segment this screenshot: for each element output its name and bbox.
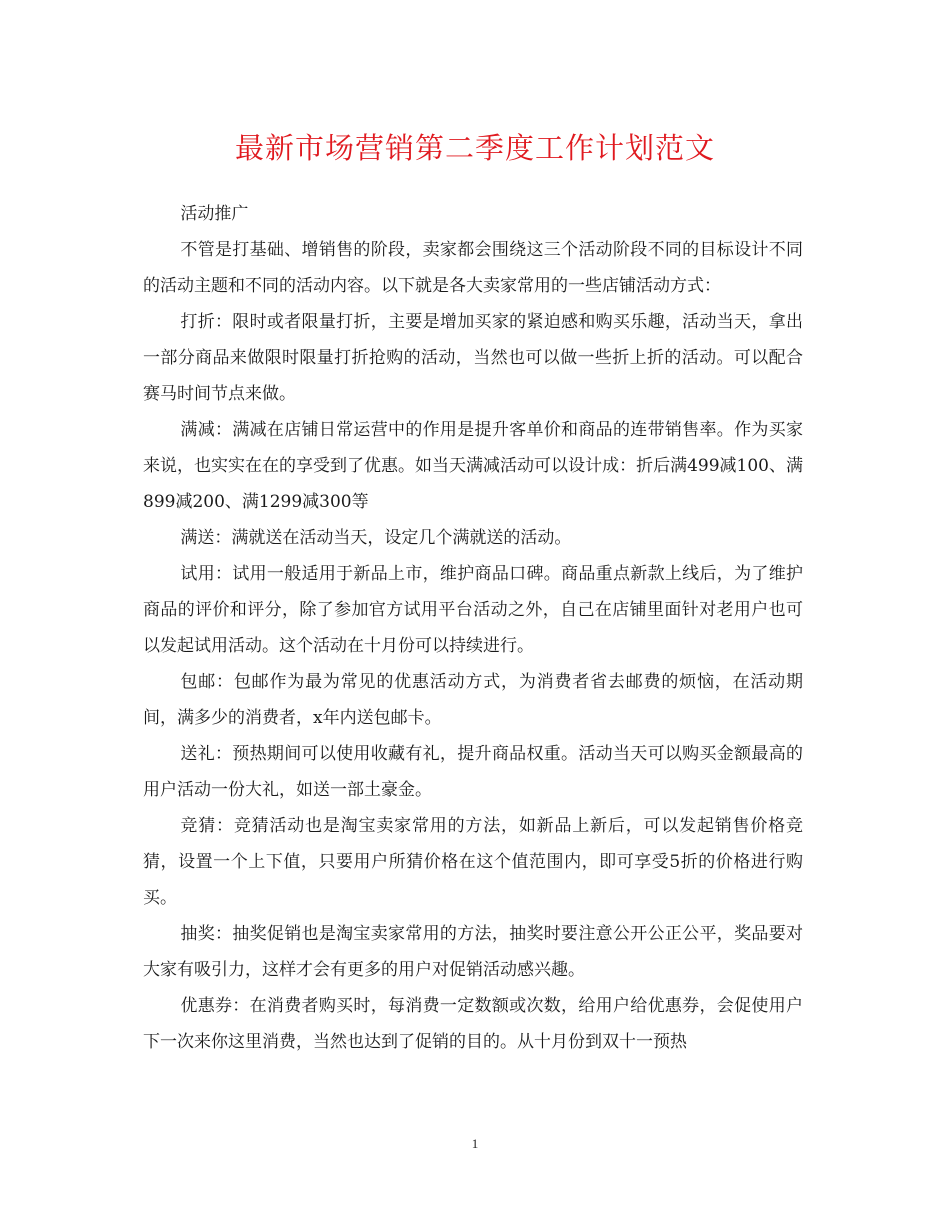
document-title: 最新市场营销第二季度工作计划范文 <box>234 131 715 165</box>
paragraph-section-heading: 活动推广 <box>180 204 249 224</box>
paragraph-full-gift: 满送：满就送在活动当天，设定几个满就送的活动。 <box>180 528 572 548</box>
paragraph-trial: 试用：试用一般适用于新品上市，维护商品口碑。商品重点新款上线后，为了维护商品的评价和评分，除了参加官方试用平台活动之外，自己在店铺里面针对老用户也可以发起试用活动。这个活动在十月份可以持续进行。 <box>143 564 803 656</box>
paragraph-free-shipping: 包邮：包邮作为最为常见的优惠活动方式，为消费者省去邮费的烦恼，在活动期间，满多少的消费者，x年内送包邮卡。 <box>143 672 803 728</box>
document-body <box>143 196 803 1060</box>
paragraph-intro: 不管是打基础、增销售的阶段，卖家都会围绕这三个活动阶段不同的目标设计不同的活动主题和不同的活动内容。以下就是各大卖家常用的一些店铺活动方式： <box>143 240 803 296</box>
page-number: 1 <box>471 1136 479 1151</box>
paragraph-gift: 送礼：预热期间可以使用收藏有礼，提升商品权重。活动当天可以购买金额最高的用户活动一份大礼，如送一部土豪金。 <box>143 744 803 800</box>
paragraph-lottery: 抽奖：抽奖促销也是淘宝卖家常用的方法，抽奖时要注意公开公正公平，奖品要对大家有吸引力，这样才会有更多的用户对促销活动感兴趣。 <box>143 924 803 980</box>
paragraph-discount: 打折：限时或者限量打折，主要是增加买家的紧迫感和购买乐趣，活动当天，拿出一部分商品来做限时限量打折抢购的活动，当然也可以做一些折上折的活动。可以配合赛马时间节点来做。 <box>143 312 803 404</box>
paragraph-coupon: 优惠券：在消费者购买时，每消费一定数额或次数，给用户给优惠券，会促使用户下一次来你这里消费，当然也达到了促销的目的。从十月份到双十一预热 <box>143 996 803 1052</box>
paragraph-full-reduction: 满减：满减在店铺日常运营中的作用是提升客单价和商品的连带销售率。作为买家来说，也实实在在的享受到了优惠。如当天满减活动可以设计成：折后满499减100、满899减200、满1299减300等 <box>143 420 803 512</box>
paragraph-guessing: 竞猜：竞猜活动也是淘宝卖家常用的方法，如新品上新后，可以发起销售价格竞猜，设置一个上下值，只要用户所猜价格在这个值范围内，即可享受5折的价格进行购买。 <box>143 816 803 908</box>
